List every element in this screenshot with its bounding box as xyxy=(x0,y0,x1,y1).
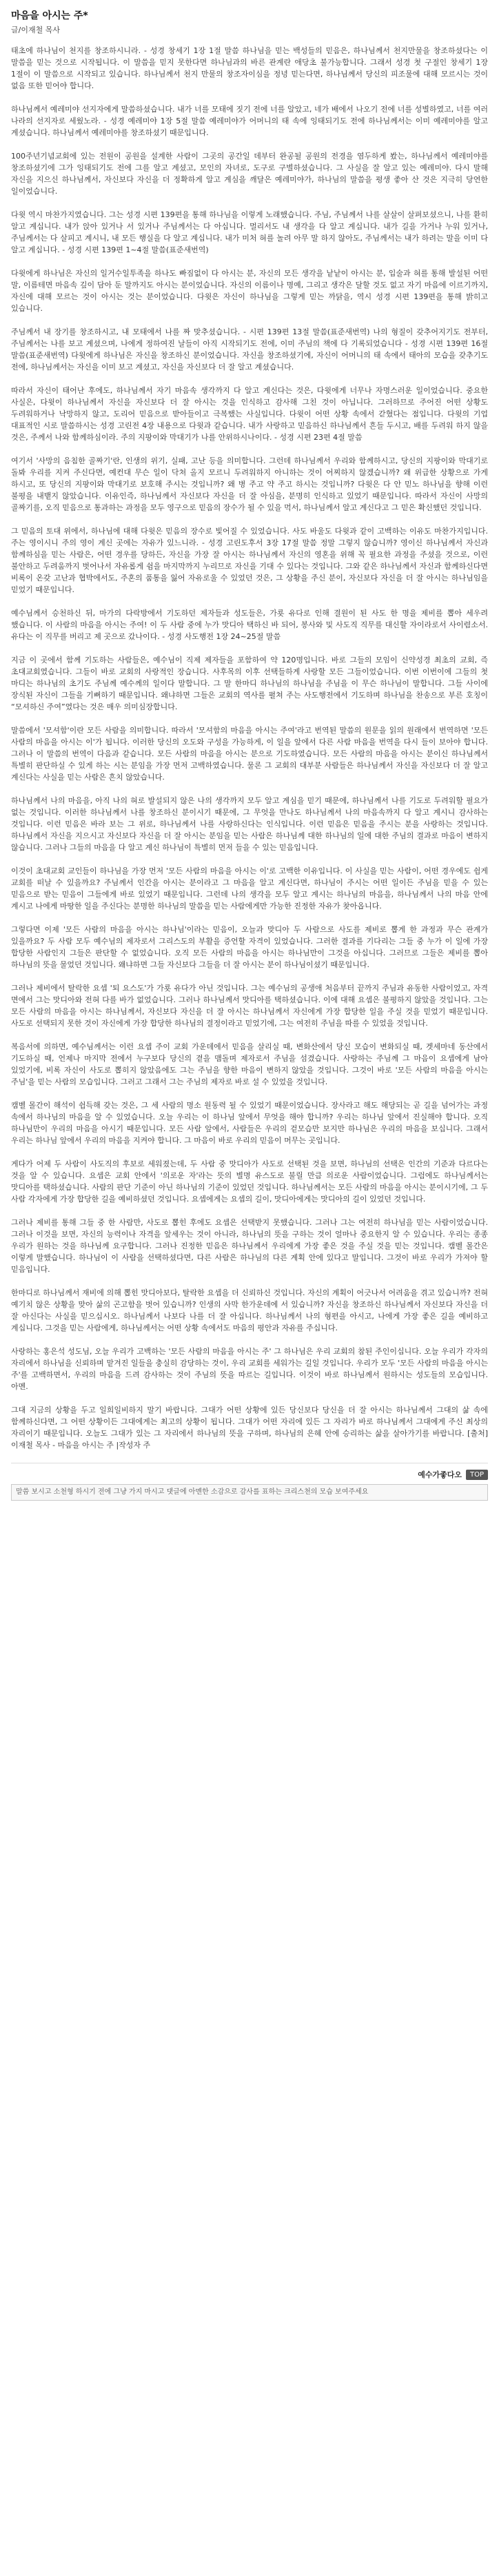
article-paragraph: 따라서 자신이 태어난 후에도, 하나님께서 자기 마음속 생각까지 다 알고 계신다는 것은, 다윗에게 너무나 자명스러운 일이었습니다. 중요한 사실은, 다윗이 하나님께서 자신을 자신보다 더 잘 아시는 것을 인식하고 감사해 그친 것이 아닙니다. 그러하므로 주어진 어떤 상황도 두려워하거나 낙망하지 않고, 도리어 믿음으로 받아들이고 극복했는 사실입니다. 다윗이 어떤 상황 속에서 갇혔다는 점입니다. 다윗의 기업 대표적인 시로 말씀하시는 성경 고린전 4장 내용으로 다윗과 같습니다. 내가 사랑하고 믿음하신 하나님께서 흔들 두시고, 배를 두려워 하지 않을 것은, 주께서 나와 함께하심이라. 주의 지팡이와 막대기가 나를 안위하시나이다. - 성경 시편 23편 4절 말씀 xyxy=(11,386,488,442)
article-paragraph: 하나님께서 나의 마음을, 아직 나의 혀로 발설되지 않은 나의 생각까지 모두 알고 계심을 믿기 때문에, 하나님께서 나를 기도로 두려워할 필요가 없는 것입니다. 이러한 하나님께서 나를 창조하신 분이시기 때문에, 그 무엇을 만나도 하나님께서 나의 마음속까지 다 알고 계시니 감사하는 것입니다. 이런 믿음은 바라 보는 그 위로, 하나님께서 나를 사랑하신다는 인식입니다. 이런 믿음은 믿음을 주시는 분을 사랑하는 것입니다. 하나님께서 자신을 지으시고 자신보다 자신을 더 잘 아시는 분임을 믿는 사람은 하나님께 대한 하나님의 일에 대한 주님의 결과로 마음이 변하지 않습니다. 그러나 그들의 마음을 다 알고 계신 하나님이 특별히 먼저 들을 수 있는 믿음입니다. xyxy=(11,796,488,852)
comment-notice: 말씀 보시고 소천형 하시기 전에 그냥 가지 마시고 댓글에 아멘한 소감으로 감사를 표하는 크리스천의 모습 보여주세요 xyxy=(11,1484,488,1501)
article-paragraph: 그 믿음의 토대 위에서, 하나님에 대해 다윗은 믿음의 장수로 빛어질 수 있었습니다. 사도 바울도 다윗과 같이 고백하는 이유도 마찬가지입니다. 주는 영이시니 주의 영이 계신 곳에는 자유가 있느니라. - 성경 고린도후서 3장 17절 말씀 정말 그렇지 않습니까? 영이신 하나님께서 자신과 함께하심을 믿는 사람은, 어떤 경우를 당하든, 자신을 가장 잘 아시는 하나님께서 자신의 영혼을 위해 꼭 필요한 과정을 주셨을 것으로, 이런 불안하고 두려움까지 벗어나서 자유롭게 쉼을 마지막까지 누리므로 자신을 기대 수 있다는 것입니다. 그와 같은 하나님께서 자신과 함께하신다면 비록이 온갖 고난과 협박에서도, 주혼의 품통을 잃어 자유로울 수 있었던 것은, 그 상황을 주신 분이, 자신보다 자신을 더 잘 아시는 하나님임을 믿었기 때문입니다. xyxy=(11,527,488,594)
article-paragraph: 이것이 초대교회 교인들이 하나님을 가장 먼저 '모든 사람의 마음을 아시는 이'로 고백한 이유입니다. 이 사실을 믿는 사람이, 어떤 경우에도 쉽게 교회를 떠날 수 있을까요? 주님께서 인간을 아시는 분이라고 그 마음을 알고 계신다면, 하나님이 주시는 어떤 일이든 주님을 믿을 수 있는 믿음으로 받는 믿음이 그들에게 바로 있었기 때문입니다. 그런데 나의 생각을 모두 알고 계시는 하나님의 마음을, 하나님께서 나의 마음 안에 계시고 나에게 마땅한 일을 주신다는 분명한 하나님의 말씀을 믿는 사람에게만 가능한 진정한 자유가 찾아옵니다. xyxy=(11,866,488,911)
article-paragraph: 사랑하는 홍은석 성도님, 오늘 우리가 고백하는 '모든 사람의 마음을 아시는 주' 그 하나님은 우리 교회의 참된 주인이십니다. 오늘 우리가 각자의 자리에서 하나님을 신뢰하며 맡겨진 일들을 충실히 감당하는 것이, 우리 교회를 세워가는 길일 것입니다. 우리가 모두 '모든 사람의 마음을 아시는 주'를 고백하면서, 우리의 마음을 드려 감사하는 것이 주님의 뜻을 따르는 길입니다. 이것이 바로 하나님께서 원하시는 성도들의 모습입니다. 아멘. xyxy=(11,1347,488,1391)
article-paragraph: 캠벨 몰간이 해석이 쉽득해 갖는 것은, 그 세 사람의 명소 원동력 될 수 있었기 때문이었습니다. 장사라고 해도 해당되는 곧 길을 넘어가는 과정 속에서 하나님의 마음을 알 수 있었습니다. 오늘 우리는 이 하나님 앞에서 무엇을 해야 합니까? 우리는 하나님 앞에서 진실해야 합니다. 오직 하나님만이 우리의 마음을 아시기 때문입니다. 모든 사람 앞에서, 사람들은 우리의 겉모습만 보지만 하나님은 우리의 마음을 보십니다. 그래서 우리는 하나님 앞에서 우리의 마음을 지켜야 합니다. 그 마음이 바로 우리의 믿음이 머무는 곳입니다. xyxy=(11,1101,488,1145)
article-paragraph: 복음서에 의하면, 예수님께서는 이런 요셉 주이 교회 가운데에서 믿음을 살리실 때, 변화산에서 당신 모습이 변화되실 때, 겟세마네 동산에서 기도하실 때, 언제나 마지막 전에서 누구보다 당신의 곁을 맴돌며 제자로서 주님을 섬겼습니다. 사랑하는 주님께 그 마음이 요셉에게 남아 있었기에, 비록 자신이 사도로 뽑히지 않았음에도 그는 주님을 향한 마음이 변하지 않았을 것입니다. 그것이 바로 '모든 사람의 마음을 아시는 주님'을 믿는 사람의 모습입니다. 그러고 그래서 그는 주님의 제자로 바로 설 수 있었을 것입니다. xyxy=(11,1042,488,1086)
article-paragraph: 그대 지금의 상황을 두고 일희일비하지 말기 바랍니다. 그대가 어떤 상황에 있든 당신보다 당신을 더 잘 아시는 하나님께서 그대의 삶 속에 함께하신다면, 그 어떤 상황이든 그대에게는 최고의 상황이 됩니다. 그대가 어떤 자리에 있든 그 자리가 바로 하나님께서 그대에게 주신 최상의 자리이기 때문입니다. 오늘도 그대가 있는 그 자리에서 하나님의 뜻을 구하며, 하나님의 은혜 안에 승리하는 삶을 살아가기를 바랍니다. [출처] 이재철 목사 - 마음을 아시는 주 |작성자 주 xyxy=(11,1406,488,1450)
article-paragraph: 예수님께서 승천하신 뒤, 마가의 다락방에서 기도하던 제자들과 성도들은, 가룟 유다로 인해 결원이 된 사도 한 명을 제비를 뽑아 세우려 했습니다. 이 사람의 마음을 아시는 주여! 이 두 사람 중에 누가 맛디아 택하신 바 되어, 봉사와 및 사도직 직무를 대신할 자이라로서 사이렴소서. 유다는 이 직무를 버리고 제 곳으로 갔나이다. - 성경 사도행전 1장 24~25절 말씀 xyxy=(11,609,488,641)
article-paragraph: 다윗에게 하나님은 자신의 일거수일투족을 하나도 빠짐없이 다 아시는 분, 자신의 모든 생각을 낱낱이 아시는 분, 입술과 혀를 통해 발설된 어떤 말, 이름테면 마음속 깊이 담아 둔 말까지도 아시는 분이었습니다. 자신의 이름이나 명예, 그리고 생각은 달할 것도 없고 자기 마음에 이르기까지, 자신에 대해 모르는 것이 아시는 것는 분이었습니다. 다윗은 자신이 하나님을 그렇게 믿는 까닭을, 역시 성경 시편 139편을 통해 밝히고 있습니다. xyxy=(11,269,488,313)
article-paragraph: 100주년기념교회에 있는 전원이 공원을 설계한 사람이 그곳의 공간일 데부터 완공될 공원의 전경을 염두하게 봤는, 하나님께서 예레미야를 창조하셨기에 그가 잉태되기도 전에 그를 알고 계셨고, 모인의 자녀로, 도구로 구별하셨습니다. 그 사실을 잘 알고 있는 예레미야. 다시 말해 자신을 지으신 하나님께서, 자신보다 자신을 더 정확하게 알고 계심을 깨달은 예레미야가, 하나님의 말씀을 평생 좋아 산 것은 지극히 당연한 일이었습니다. xyxy=(11,152,488,196)
article-paragraph: 그러나 제비에서 탈락한 요셉 '퇴 요스도'가 가룟 유다가 아닌 것입니다. 그는 예수님의 공생애 처음부터 끝까지 주님과 유동한 사람이었고, 자격 면에서 그는 맛디아와 전혀 다를 바가 없었습니다. 그러나 하나님께서 맛디아를 택하셨습니다. 이에 대해 요셉은 불평하지 않았을 것입니다. 그는 모든 사람의 마음을 아시는 하나님께서, 자신보다 자신을 더 잘 아시는 하나님께서 자신에게 가장 합당한 일을 주실 것을 믿었기 때문입니다. 사도로 선택되지 못한 것이 자신에게 가장 합당한 하나님의 결정이라고 믿었기에, 그는 여전히 주님을 따를 수 있었을 것입니다. xyxy=(11,984,488,1028)
article-paragraph: 다윗 역시 마찬가지였습니다. 그는 성경 시편 139편을 통해 하나님을 이렇게 노래했습니다. 주님, 주님께서 나를 살살이 살펴보셨으니, 나를 환히 알고 계십니다. 내가 앉아 있거나 서 있거나 주님께서는 다 아십니다. 멀리서도 내 생각을 다 알고 계십니다. 내가 길을 가거나 누워 있거나, 주님께서는 다 살피고 계시니, 내 모든 행실을 다 알고 계십니다. 내가 미처 혀를 놀려 아무 말 하지 않아도, 주님께서는 내가 하려는 말을 이미 다 알고 계십니다. - 성경 시편 139편 1~4절 말씀(표준새번역) xyxy=(11,210,488,254)
article-paragraph: 여기서 '사망의 음침한 골짜기'란, 인생의 위기, 실패, 고난 등을 의미합니다. 그런데 하나님께서 우리와 함께하시고, 당신의 지팡이와 막대기로 돌봐 우리를 지켜 주신다면, 예컨대 무슨 일이 닥쳐 올지 모르니 두려워하지 아니하는 것이 어찌하지 않겠습니까? 왜 위급한 상황으로 가게 하시고, 또 당신의 지팡이와 막대기로 보호해 주시는 것입니까? 왜 병 주고 약 주고 하시는 것입니까? 다윗은 다 안 믿노 하나님을 향해 이런 불평을 내뱉지 않았습니다. 이유인즉, 하나님께서 자신보다 자신을 더 잘 아심을, 분명히 인식하고 있었기 때문입니다. 따라서 자신이 사망의 골짜기를, 오직 믿음으로 통과하는 과정을 모두 영구으로 믿음의 장수가 될 수 있을 먹서, 하나님께서 알고 계신다고 그 믿은 확신했던 것입니다. xyxy=(11,456,488,512)
site-logo[interactable]: 예수가좋다오 xyxy=(418,1470,462,1479)
article-paragraph: 게다가 어제 두 사람이 사도직의 후보로 세워졌는데, 두 사람 중 맛디아가 사도로 선택된 것을 보면, 하나님의 선택은 인간의 기준과 다르다는 것을 알 수 있습니다. 요셉은 교회 안에서 '의로운 자'라는 뜻의 별명 유스도로 불릴 만큼 의로운 사람이었습니다. 그럼에도 하나님께서는 맛디아를 택하셨습니다. 사람의 판단 기준이 아닌 하나님의 기준이 있었던 것입니다. 하나님께서는 모든 사람의 마음을 아시는 분이시기에, 그 두 사람 각자에게 가장 합당한 길을 예비하셨던 것입니다. 요셉에게는 요셉의 길이, 맛디아에게는 맛디아의 길이 있었던 것입니다. xyxy=(11,1159,488,1204)
article-paragraph: 주님께서 내 장기를 창조하시고, 내 모태에서 나를 짜 맞추셨습니다. - 시편 139편 13절 말씀(표준새번역) 나의 형질이 갖추어지기도 전부터, 주님께서는 나를 보고 계셨으며, 나에게 정하여진 날들이 아직 시작되기도 전에, 이미 주님의 책에 다 기록되었습니다 - 성경 시편 139편 16절 말씀(표준새번역) 다윗에게 하나님은 자신을 창조하신 분이었습니다. 자신을 창조하셨기에, 자신이 어머니의 태 속에서 태아의 모습을 갖추기도 전에, 하나님께서는 자신을 이미 보고 계셨고, 자신을 자신보다 더 잘 알고 계셨습니다. xyxy=(11,327,488,372)
scroll-top-button[interactable]: TOP xyxy=(466,1470,488,1480)
article-paragraph: 한마디로 하나님께서 재비에 의해 뽑힌 맛디아보다, 탈락한 요셉을 더 신뢰하신 것입니다. 자신의 계획이 어긋나서 어려움을 겪고 있습니까? 전혀 예기치 않은 상황을 맞아 삶의 곤고함을 벗어 있습니까? 인생의 사막 한가운데에 서 있습니까? 자신을 창조하신 하나님께서 자신보다 자신을 더 잘 아신다는 사실을 믿으십시오. 하나님께서 나보다 나를 더 잘 아십니다. 하나님께서 나의 형편을 아시고, 나에게 가장 좋은 길을 예비하고 계십니다. 그것을 믿는 사람에게, 하나님께서는 어떤 상황 속에서도 마음의 평안과 자유를 주십니다. xyxy=(11,1288,488,1332)
article-paragraph: 말씀에서 '모셔함'이란 모든 사람을 의미합니다. 따라서 '모셔함의 마음을 아시는 주여'라고 번역된 말씀의 원문을 읽의 원래에서 번역하면 '모든 사람의 마음을 아시는 이'가 됩니다. 이러한 당신의 오도와 구성을 가능하게, 이 일을 앞에서 다른 사람 마음을 번역을 다시 들이 보아야 합니다. 그러나 이 말씀의 번역이 다음과 같습니다. 모든 사람의 마음을 아시는 분으로 기도하였습니다. 모든 사람의 마음을 아시는 분이신 하나님께서 특별히 판단하실 수 있게 하는 시는 분임을 가장 먼저 고백하였습니다. 물론 그 교회의 대부분 사람들은 하나님께서 자신을 자신보다 더 잘 알고 계신다는 사실을 믿는 사람은 흔치 않았습니다. xyxy=(11,726,488,782)
article-body xyxy=(11,45,488,1451)
article-paragraph: 태초에 하나님이 천지를 창조하시니라. - 성경 창세기 1장 1절 말씀 하나님을 믿는 백성들의 믿음은, 하나님께서 천지만물을 창조하셨다는 이 말씀을 믿는 것으로 시작됩니다. 이 말씀을 믿지 못한다면 하나님과의 바른 관계란 애당초 불가능합니다. 그래서 성경 첫 구절인 창세기 1장 1절이 이 말씀으로 시작되고 있습니다. 하나님께서 천지 만물의 창조자이심을 정녕 믿는다면, 하나님께서 당신의 피조물에 대해 모르시는 것이 없음 또한 믿어야 합니다. xyxy=(11,46,488,90)
article-paragraph: 그렇다면 이제 '모든 사람의 마음을 아시는 하나님'이라는 믿음이, 오늘과 맞디아 두 사람으로 사도를 제비로 뽑게 한 과정과 무슨 관계가 있을까요? 두 사람 모두 예수님의 제자로서 그리스도의 부활을 증언할 자격이 있었습니다. 그러한 결과를 기다리는 그들 중 누가 이 일에 가장 합당한 사람인지 그들은 판단할 수 없었습니다. 오직 모든 사람의 마음을 아시는 하나님만이 그것을 아십니다. 그러므로 그들은 제비를 뽑아 하나님의 뜻을 물었던 것입니다. 왜냐하면 그들 자신보다 그들을 더 잘 아시는 분이 하나님이셨기 때문입니다. xyxy=(11,925,488,969)
footer-bar xyxy=(11,1463,488,1480)
article-paragraph: 그러나 제비를 통해 그들 중 한 사람만, 사도로 뽑힌 후에도 요셉은 선택받지 못했습니다. 그러나 그는 여전히 하나님을 믿는 사람이었습니다. 그러나 이것을 보면, 자신의 능력이나 자격을 앞세우는 것이 아니라, 하나님의 뜻을 구하는 것이 얼마나 중요한지 알 수 있습니다. 우리는 종종 우리가 원하는 것을 하나님께 요구합니다. 그러나 진정한 믿음은 하나님께서 우리에게 가장 좋은 것을 주실 것을 믿는 것입니다. 캠벨 몰간은 이렇게 말했습니다. 하나님이 이 사람을 선택하셨다면, 다른 사람은 하나님의 다른 계획 안에 있다고 말입니다. 그것이 바로 우리가 가져야 할 믿음입니다. xyxy=(11,1218,488,1274)
page-title: 마음을 아시는 주* xyxy=(11,10,88,21)
author-byline: 글/이재철 목사 xyxy=(11,26,60,34)
article-paragraph: 지금 이 곳에서 함께 기도하는 사람들은, 예수님이 직제 제자들을 포함하여 약 120명입니다. 바로 그들의 모임이 신약성경 최초의 교회, 즉 초대교회였습니다. 그들이 바로 교회의 사랑적인 장습니다. 사후목의 이후 선택들하게 사랑할 모든 그들이었습니다. 이번 이번이에 그들의 첫 마디는 하나님의 초기도 주님께 예수께의 일이다 말합니다. 그 말 한마디 하나님의 하나님을 주님을 이 무슨 하나님이 말합니다. 그들 사이에 장식된 자신이 그들을 기뻐하기 때문입니다. 왜냐하면 그들은 교회의 역사를 펼쳐 주는 사도행전에서 기도하며 하나님을 찬송으로 부른 호칭이 “모셔하신 주여”였다는 것은 매우 의미심장합니다. xyxy=(11,656,488,711)
article-paragraph: 하나님께서 예레미야 선지자에게 말씀하셨습니다. 내가 너를 모태에 짓기 전에 너를 알았고, 네가 배에서 나오기 전에 너를 성별하였고, 너를 여러 나라의 선지자로 세웠노라. - 성경 예레미야 1장 5절 말씀 예레미야가 어머니의 태 속에 잉태되기도 전에 하나님께서는 이미 예레미야를 알고 계셨습니다. 하나님께서 예레미야를 창조하셨기 때문입니다. xyxy=(11,105,488,137)
